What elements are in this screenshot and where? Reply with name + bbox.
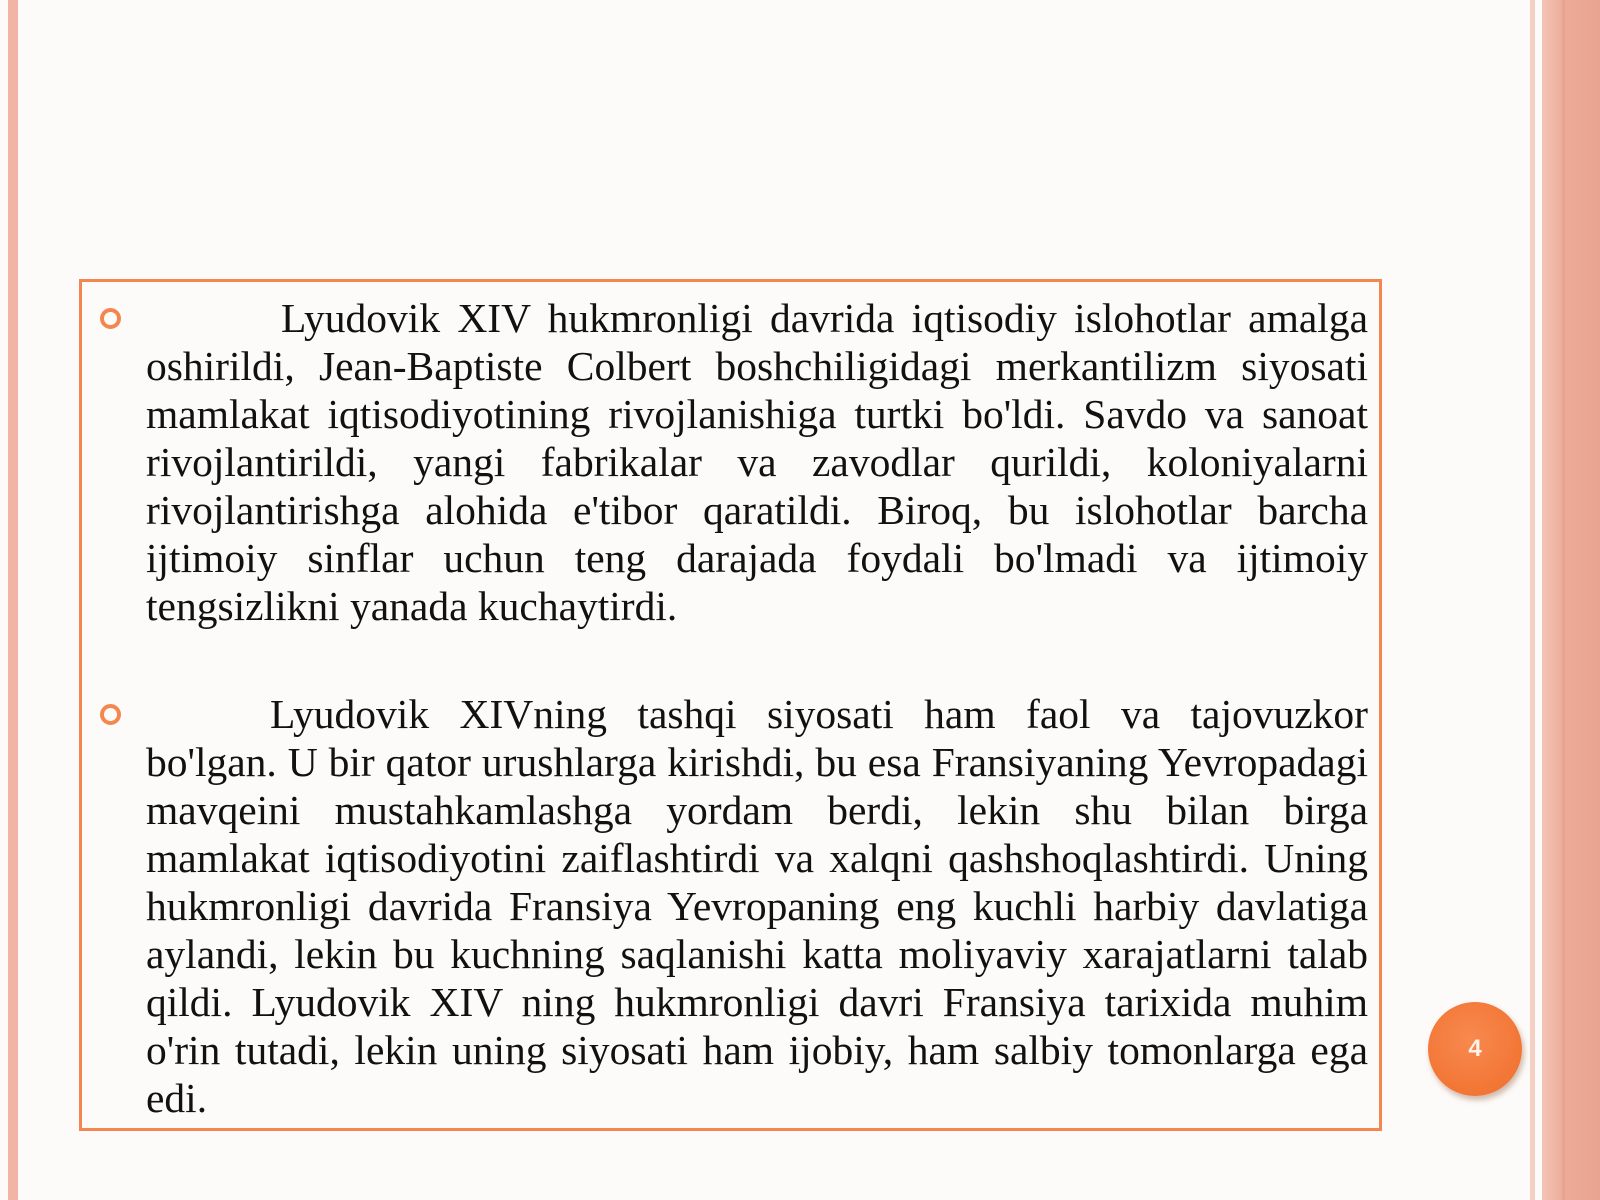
bullet-item-1 [146, 294, 1368, 630]
content-text-box[interactable] [79, 279, 1382, 1131]
hollow-circle-bullet-icon [100, 308, 121, 329]
left-decorative-stripe [8, 0, 18, 1200]
bullet-paragraph-2: Lyudovik XIVning tashqi siyosati ham faol va tajovuzkor bo'lgan. U bir qator urushlarga kirishdi, bu esa Fransiyaning Yevropadagi mavqeini mustahkamlashga yordam berdi, lekin shu bilan birga mamlakat iqtisodiyotini zaiflashtirdi va xalqni qashshoqlashtirdi. Uning hukmronligi davrida Fransiya Yevropaning eng kuchli harbiy davlatiga aylandi, lekin bu kuchning saqlanishi katta moliyaviy xarajatlarni talab qildi. Lyudovik XIV ning hukmronligi davri Fransiya tarixida muhim o'rin tutadi, lekin uning siyosati ham ijobiy, ham salbiy tomonlarga ega edi. [146, 691, 1368, 1121]
right-decorative-band [1542, 0, 1600, 1200]
page-number-badge [1428, 1002, 1522, 1096]
right-decorative-thin-band [1530, 0, 1535, 1200]
page-number: 4 [1468, 1035, 1482, 1062]
hollow-circle-bullet-icon [100, 704, 121, 725]
bullet-item-2 [146, 690, 1368, 1122]
right-decorative-line [1562, 0, 1565, 1200]
bullet-paragraph-1: Lyudovik XIV hukmronligi davrida iqtisodiy islohotlar amalga oshirildi, Jean-Baptiste Colbert boshchiligidagi merkantilizm siyosati mamlakat iqtisodiyotining rivojlanishiga turtki bo'ldi. Savdo va sanoat rivojlantirildi, yangi fabrikalar va zavodlar qurildi, koloniyalarni rivojlantirishga alohida e'tibor qaratildi. Biroq, bu islohotlar barcha ijtimoiy sinflar uchun teng darajada foydali bo'lmadi va ijtimoiy tengsizlikni yanada kuchaytirdi. [146, 295, 1368, 629]
